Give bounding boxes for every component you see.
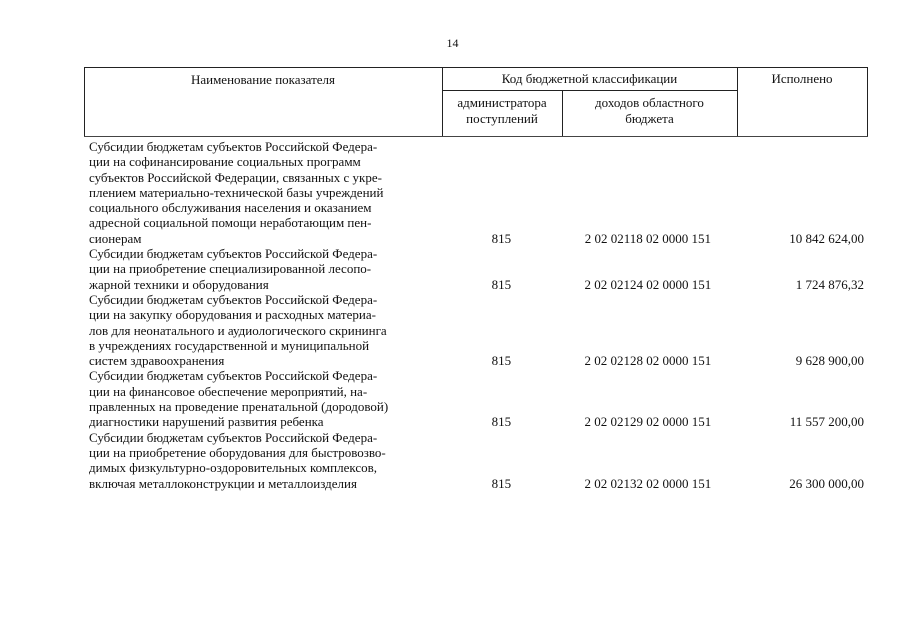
header-income-line: бюджета — [625, 111, 674, 126]
table-row — [84, 292, 868, 368]
row-name-line: ции на финансовое обеспечение мероприятий, на- — [89, 383, 368, 399]
budget-table — [84, 67, 868, 491]
row-name — [84, 246, 442, 292]
header-executed: Исполнено — [771, 71, 833, 86]
row-executed: 9 628 900,00 — [795, 353, 864, 369]
row-income-code: 2 02 02118 02 0000 151 — [584, 230, 712, 246]
row-admin-code: 815 — [491, 230, 512, 246]
row-name — [84, 368, 442, 429]
row-executed: 1 724 876,32 — [795, 276, 864, 292]
header-name: Наименование показателя — [190, 72, 336, 87]
row-name-line: Субсидии бюджетам субъектов Российской Федера- — [89, 139, 378, 154]
row-income-code: 2 02 02124 02 0000 151 — [584, 276, 712, 292]
row-name-line: димых физкультурно-оздоровительных комплексов, — [89, 460, 377, 476]
row-income-code: 2 02 02129 02 0000 151 — [584, 414, 712, 430]
header-admin-line: администратора — [457, 95, 547, 110]
row-name-line: жарной техники и оборудования — [89, 276, 269, 292]
row-name-line: ции на приобретение специализированной лесопо- — [89, 261, 372, 277]
header-income — [562, 95, 737, 127]
row-name-line: Субсидии бюджетам субъектов Российской Федера- — [89, 368, 378, 384]
table-row — [84, 430, 868, 491]
row-admin-code: 815 — [491, 414, 512, 430]
row-name-line: ции на закупку оборудования и расходных материа- — [89, 307, 376, 323]
header-income-line: доходов областного — [595, 95, 704, 110]
row-name-line: социального обслуживания населения и оказанием — [89, 200, 372, 216]
header-admin — [442, 95, 562, 127]
row-name-line: адресной социальной помощи неработающим пен- — [89, 215, 372, 231]
row-name-line: систем здравоохранения — [89, 353, 225, 369]
row-name-line: плением материально-технической базы учреждений — [89, 184, 384, 200]
row-income-code: 2 02 02128 02 0000 151 — [584, 353, 712, 369]
row-name-line: лов для неонатального и аудиологического скрининга — [89, 322, 387, 338]
row-executed: 11 557 200,00 — [789, 414, 864, 430]
table-body — [84, 139, 868, 491]
row-name-line: субъектов Российской Федерации, связанных с укре- — [89, 169, 382, 185]
row-name-line: правленных на проведение пренатальной (дородовой) — [89, 399, 389, 415]
row-name-line: сионерам — [89, 230, 142, 246]
row-executed: 26 300 000,00 — [789, 475, 864, 491]
row-name-line: включая металлоконструкции и металлоизделия — [89, 475, 357, 491]
header-code: Код бюджетной классификации — [501, 71, 678, 86]
row-name-line: диагностики нарушений развития ребенка — [89, 414, 324, 430]
table-row — [84, 368, 868, 429]
row-name-line: в учреждениях государственной и муниципальной — [89, 337, 370, 353]
table-header — [84, 67, 868, 137]
row-name-line: ции на софинансирование социальных программ — [89, 154, 361, 170]
row-name-line: Субсидии бюджетам субъектов Российской Федера- — [89, 246, 378, 262]
row-name — [84, 139, 442, 246]
row-income-code: 2 02 02132 02 0000 151 — [584, 475, 712, 491]
row-admin-code: 815 — [491, 353, 512, 369]
row-name — [84, 292, 442, 368]
row-executed: 10 842 624,00 — [789, 230, 864, 246]
table-row — [84, 246, 868, 292]
row-name-line: Субсидии бюджетам субъектов Российской Федера- — [89, 291, 378, 307]
header-admin-line: поступлений — [466, 111, 538, 126]
header-divider — [867, 68, 868, 136]
row-name-line: Субсидии бюджетам субъектов Российской Федера- — [89, 429, 378, 445]
table-row — [84, 139, 868, 246]
row-name — [84, 430, 442, 491]
row-name-line: ции на приобретение оборудования для быстровозво- — [89, 444, 386, 460]
row-admin-code: 815 — [491, 276, 512, 292]
row-admin-code: 815 — [491, 475, 512, 491]
page-number: 14 — [446, 36, 459, 50]
header-subdivider — [442, 90, 737, 91]
